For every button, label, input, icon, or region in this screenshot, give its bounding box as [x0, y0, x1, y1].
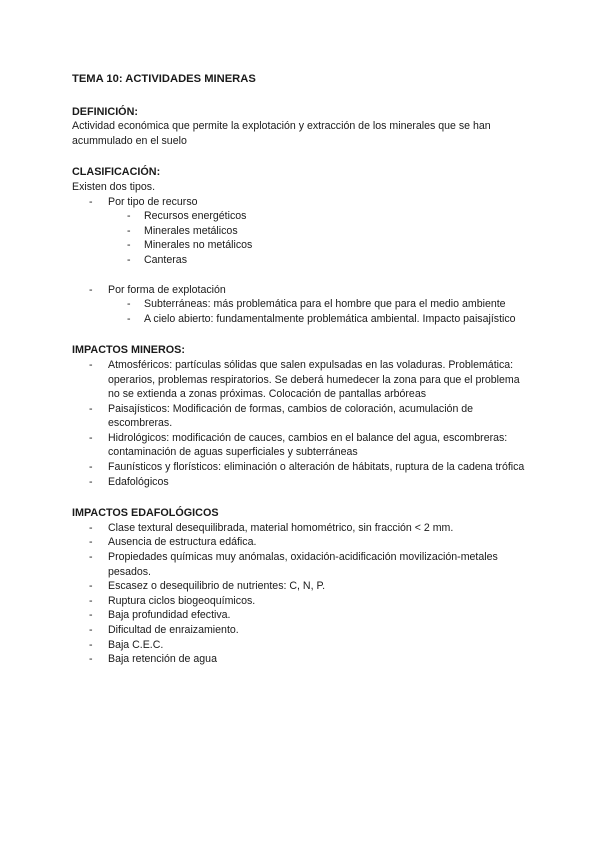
list-item: - Baja C.E.C. [72, 638, 532, 653]
spacer [108, 268, 532, 283]
list-item: - Baja profundidad efectiva. [72, 608, 532, 623]
impacts-list [72, 358, 532, 489]
list-item: - Clase textural desequilibrada, material homométrico, sin fracción < 2 mm. [72, 521, 532, 536]
list-item-label: Por forma de explotación [108, 283, 226, 296]
list-item: - Faunísticos y florísticos: eliminación o alteración de hábitats, ruptura de la cadena trófica [72, 460, 532, 475]
sub-list-item: - Recursos energéticos [108, 209, 532, 224]
section-clasificacion [72, 165, 532, 326]
sub-list-item: - Minerales no metálicos [108, 238, 532, 253]
sub-list-item: - Subterráneas: más problemática para el hombre que para el medio ambiente [108, 297, 532, 312]
sub-list [108, 297, 532, 326]
sub-list-item: - Minerales metálicos [108, 224, 532, 239]
sub-list-item: - Canteras [108, 253, 532, 268]
list-item [72, 195, 532, 283]
section-heading: IMPACTOS EDAFOLÓGICOS [72, 507, 219, 520]
sub-list [108, 209, 532, 267]
section-impactos-mineros [72, 343, 532, 489]
list-item: - Dificultad de enraizamiento. [72, 623, 532, 638]
list-item: - Atmosféricos: partículas sólidas que salen expulsadas en las voladuras. Problemática: operarios, problemas respiratorios. Se deberá humedecer la zona para que el problema no se extienda a zonas próximas. Colocación de pantallas arbóreas [72, 358, 532, 402]
section-impactos-edafologicos [72, 506, 532, 667]
document-page [72, 72, 532, 684]
list-item: - Baja retención de agua [72, 652, 532, 667]
section-definicion [72, 105, 532, 149]
list-item: - Ausencia de estructura edáfica. [72, 535, 532, 550]
list-item: - Edafológicos [72, 475, 532, 490]
paragraph: Existen dos tipos. [72, 180, 156, 193]
section-heading: CLASIFICACIÓN: [72, 166, 161, 179]
soil-impacts-list [72, 521, 532, 667]
classification-list [72, 195, 532, 327]
paragraph: Actividad económica que permite la explotación y extracción de los minerales que se han acummulado en el suelo [72, 120, 491, 147]
document-title: TEMA 10: ACTIVIDADES MINERAS [72, 73, 256, 85]
list-item: - Propiedades químicas muy anómalas, oxidación-acidificación movilización-metales pesados. [72, 550, 532, 579]
list-item: - Hidrológicos: modificación de cauces, cambios en el balance del agua, escombreras: contaminación de aguas superficiales y subterráneas [72, 431, 532, 460]
list-item: - Escasez o desequilibrio de nutrientes: C, N, P. [72, 579, 532, 594]
list-item-label: Por tipo de recurso [108, 195, 198, 208]
list-item [72, 283, 532, 327]
sub-list-item: - A cielo abierto: fundamentalmente problemática ambiental. Impacto paisajístico [108, 312, 532, 327]
section-heading: DEFINICIÓN: [72, 105, 138, 118]
list-item: - Paisajísticos: Modificación de formas, cambios de coloración, acumulación de escombreras. [72, 402, 532, 431]
section-heading: IMPACTOS MINEROS: [72, 344, 185, 357]
list-item: - Ruptura ciclos biogeoquímicos. [72, 594, 532, 609]
